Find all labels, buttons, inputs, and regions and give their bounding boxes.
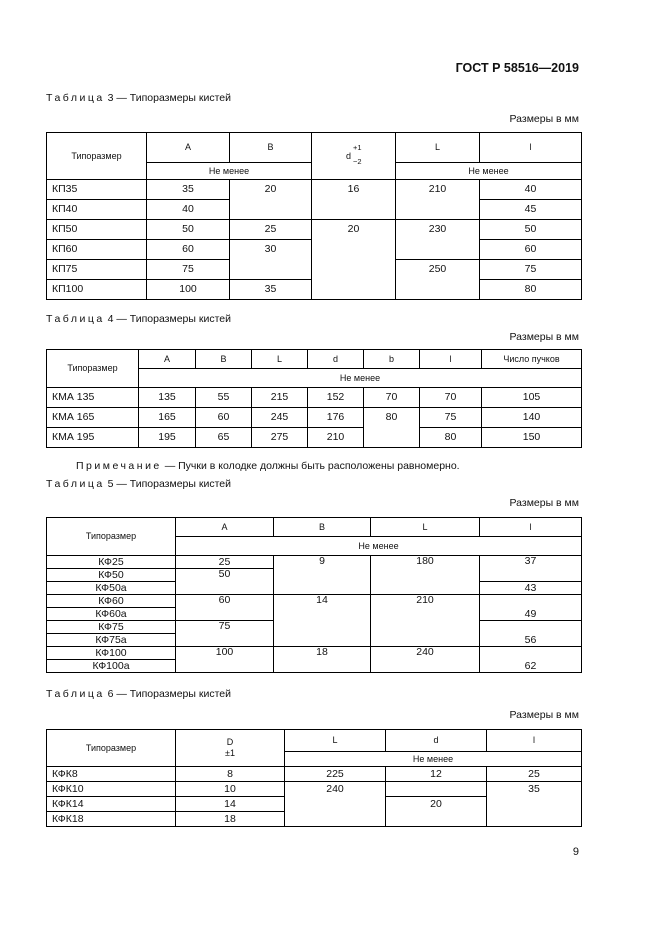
table-cell: 215 bbox=[252, 388, 308, 408]
table3-header-d-symbol: d bbox=[345, 150, 351, 161]
table-cell: 45 bbox=[480, 200, 582, 220]
table4-header-b: b bbox=[364, 350, 420, 369]
table4-note-label: Примечание bbox=[76, 460, 162, 472]
table-row-name: КФ50 bbox=[47, 569, 176, 582]
table-cell: 50 bbox=[147, 220, 230, 240]
table-cell: 210 bbox=[396, 180, 480, 220]
table-cell: 9 bbox=[274, 556, 371, 595]
table-cell: 50 bbox=[176, 569, 274, 595]
table-cell: 135 bbox=[139, 388, 196, 408]
table3-header-l: l bbox=[480, 133, 582, 163]
table4-caption bbox=[46, 313, 231, 325]
table-cell: 70 bbox=[364, 388, 420, 408]
table-cell: 37 bbox=[480, 556, 582, 582]
table-row-name: КФК8 bbox=[47, 767, 176, 782]
table4-header-count: Число пучков bbox=[482, 350, 582, 369]
table-row-name: КФ60 bbox=[47, 595, 176, 608]
table4-header-typesize: Типоразмер bbox=[47, 350, 139, 388]
table-row-name: КФ75а bbox=[47, 634, 176, 647]
table3-units: Размеры в мм bbox=[509, 113, 579, 125]
table4 bbox=[46, 349, 582, 448]
standard-number: ГОСТ Р 58516—2019 bbox=[455, 61, 579, 75]
table6-caption-word: Таблица bbox=[46, 688, 105, 700]
table3-not-less-left: Не менее bbox=[147, 163, 312, 180]
table-row-name: КП100 bbox=[47, 280, 147, 300]
table4-note-text: — Пучки в колодке должны быть расположены равномерно. bbox=[164, 460, 460, 472]
table-cell: 225 bbox=[285, 767, 386, 782]
table-cell: 20 bbox=[312, 220, 396, 300]
table4-caption-number: 4 bbox=[107, 313, 114, 325]
table3-caption-text: — Типоразмеры кистей bbox=[116, 92, 231, 104]
table4-header-d: d bbox=[308, 350, 364, 369]
table5-header-typesize: Типоразмер bbox=[47, 518, 176, 556]
table5-header-L: L bbox=[371, 518, 480, 537]
table5-header-B: B bbox=[274, 518, 371, 537]
table-cell: 240 bbox=[371, 647, 480, 673]
table3-caption-word: Таблица bbox=[46, 92, 105, 104]
table3-header-L: L bbox=[396, 133, 480, 163]
table-cell bbox=[480, 621, 582, 634]
table-cell: 20 bbox=[386, 797, 487, 827]
table-cell: 60 bbox=[147, 240, 230, 260]
table-row-name: КМА 195 bbox=[47, 428, 139, 448]
table-cell: 230 bbox=[396, 220, 480, 260]
table-row-name: КФ100а bbox=[47, 660, 176, 673]
table-row-name: КМА 135 bbox=[47, 388, 139, 408]
table-cell: 100 bbox=[147, 280, 230, 300]
table-cell bbox=[480, 647, 582, 660]
table-cell: 100 bbox=[176, 647, 274, 673]
table4-header-A: A bbox=[139, 350, 196, 369]
table-cell: 152 bbox=[308, 388, 364, 408]
table-cell: 176 bbox=[308, 408, 364, 428]
table-row-name: КП35 bbox=[47, 180, 147, 200]
table-cell: 65 bbox=[196, 428, 252, 448]
table6-header-D-symbol: D bbox=[226, 737, 234, 747]
table-cell: 14 bbox=[176, 797, 285, 812]
table4-note bbox=[76, 460, 460, 472]
table-cell: 20 bbox=[230, 180, 312, 220]
table-row-name: КФК10 bbox=[47, 782, 176, 797]
table-cell: 8 bbox=[176, 767, 285, 782]
table-cell: 49 bbox=[480, 608, 582, 621]
table-row-name: КМА 165 bbox=[47, 408, 139, 428]
table3-caption-number: 3 bbox=[107, 92, 114, 104]
table3-header-d bbox=[312, 133, 396, 180]
table4-units: Размеры в мм bbox=[509, 331, 579, 343]
table-cell: 25 bbox=[176, 556, 274, 569]
table6-caption-number: 6 bbox=[107, 688, 114, 700]
table-cell: 40 bbox=[480, 180, 582, 200]
table6 bbox=[46, 729, 582, 827]
table-cell: 75 bbox=[480, 260, 582, 280]
table4-header-L: L bbox=[252, 350, 308, 369]
table4-caption-text: — Типоразмеры кистей bbox=[116, 313, 231, 325]
table-cell: 35 bbox=[147, 180, 230, 200]
table-cell: 35 bbox=[487, 782, 582, 827]
table-row-name: КФ25 bbox=[47, 556, 176, 569]
table6-header-typesize: Типоразмер bbox=[47, 730, 176, 767]
table6-header-D bbox=[176, 730, 285, 767]
table6-header-d: d bbox=[386, 730, 487, 752]
table5-caption-number: 5 bbox=[107, 478, 114, 490]
table5-header-A: A bbox=[176, 518, 274, 537]
table-cell: 12 bbox=[386, 767, 487, 782]
table3-caption bbox=[46, 92, 231, 104]
table-cell: 30 bbox=[230, 240, 312, 280]
table-cell bbox=[386, 782, 487, 797]
table-cell: 240 bbox=[285, 782, 386, 827]
table-cell: 55 bbox=[196, 388, 252, 408]
table-cell: 80 bbox=[480, 280, 582, 300]
table6-header-L: L bbox=[285, 730, 386, 752]
table-cell: 210 bbox=[308, 428, 364, 448]
table4-not-less: Не менее bbox=[139, 369, 582, 388]
table-cell: 14 bbox=[274, 595, 371, 647]
table-cell: 40 bbox=[147, 200, 230, 220]
table-cell: 62 bbox=[480, 660, 582, 673]
table-cell: 60 bbox=[176, 595, 274, 621]
table-cell: 250 bbox=[396, 260, 480, 300]
table-cell: 10 bbox=[176, 782, 285, 797]
table-cell: 56 bbox=[480, 634, 582, 647]
table6-caption bbox=[46, 688, 231, 700]
table-row-name: КП60 bbox=[47, 240, 147, 260]
table-cell: 60 bbox=[480, 240, 582, 260]
table-row-name: КФ75 bbox=[47, 621, 176, 634]
table-cell: 165 bbox=[139, 408, 196, 428]
table-row-name: КФ100 bbox=[47, 647, 176, 660]
table6-header-l: l bbox=[487, 730, 582, 752]
table-row-name: КП75 bbox=[47, 260, 147, 280]
table5-caption-word: Таблица bbox=[46, 478, 105, 490]
table-cell: 245 bbox=[252, 408, 308, 428]
table5 bbox=[46, 517, 582, 673]
table3-header-B: B bbox=[230, 133, 312, 163]
table5-units: Размеры в мм bbox=[509, 497, 579, 509]
table-row-name: КП40 bbox=[47, 200, 147, 220]
table3-header-d-lower-tol: −2 bbox=[352, 156, 362, 166]
table-cell: 75 bbox=[420, 408, 482, 428]
table-cell: 275 bbox=[252, 428, 308, 448]
page-number: 9 bbox=[572, 846, 579, 858]
table-cell: 75 bbox=[147, 260, 230, 280]
table-cell: 150 bbox=[482, 428, 582, 448]
table6-not-less: Не менее bbox=[285, 752, 582, 767]
table5-header-l: l bbox=[480, 518, 582, 537]
table-cell: 75 bbox=[176, 621, 274, 647]
table-cell: 140 bbox=[482, 408, 582, 428]
table-cell: 80 bbox=[364, 408, 420, 448]
table4-header-l: l bbox=[420, 350, 482, 369]
table-row-name: КП50 bbox=[47, 220, 147, 240]
table-cell: 43 bbox=[480, 582, 582, 595]
table-cell: 60 bbox=[196, 408, 252, 428]
table-row-name: КФ60а bbox=[47, 608, 176, 621]
table-row-name: КФК14 bbox=[47, 797, 176, 812]
table-cell: 180 bbox=[371, 556, 480, 595]
table-cell: 195 bbox=[139, 428, 196, 448]
table-cell: 18 bbox=[274, 647, 371, 673]
table3-header-typesize: Типоразмер bbox=[47, 133, 147, 180]
table-cell: 18 bbox=[176, 812, 285, 827]
table-row-name: КФК18 bbox=[47, 812, 176, 827]
table6-header-D-tolerance: ±1 bbox=[225, 748, 235, 758]
table-cell: 25 bbox=[230, 220, 312, 240]
table5-not-less: Не менее bbox=[176, 537, 582, 556]
table-cell: 105 bbox=[482, 388, 582, 408]
table-cell: 50 bbox=[480, 220, 582, 240]
table4-caption-word: Таблица bbox=[46, 313, 105, 325]
table3 bbox=[46, 132, 582, 300]
table3-not-less-right: Не менее bbox=[396, 163, 582, 180]
table6-units: Размеры в мм bbox=[509, 709, 579, 721]
table3-header-A: A bbox=[147, 133, 230, 163]
table-cell: 35 bbox=[230, 280, 312, 300]
table-cell: 16 bbox=[312, 180, 396, 220]
table-row-name: КФ50а bbox=[47, 582, 176, 595]
table-cell: 70 bbox=[420, 388, 482, 408]
table5-caption-text: — Типоразмеры кистей bbox=[116, 478, 231, 490]
table6-caption-text: — Типоразмеры кистей bbox=[116, 688, 231, 700]
table-cell: 210 bbox=[371, 595, 480, 647]
table-cell bbox=[480, 595, 582, 608]
table-cell: 25 bbox=[487, 767, 582, 782]
table3-header-d-upper-tol: +1 bbox=[352, 142, 362, 152]
table4-header-B: B bbox=[196, 350, 252, 369]
table5-caption bbox=[46, 478, 231, 490]
table-cell: 80 bbox=[420, 428, 482, 448]
